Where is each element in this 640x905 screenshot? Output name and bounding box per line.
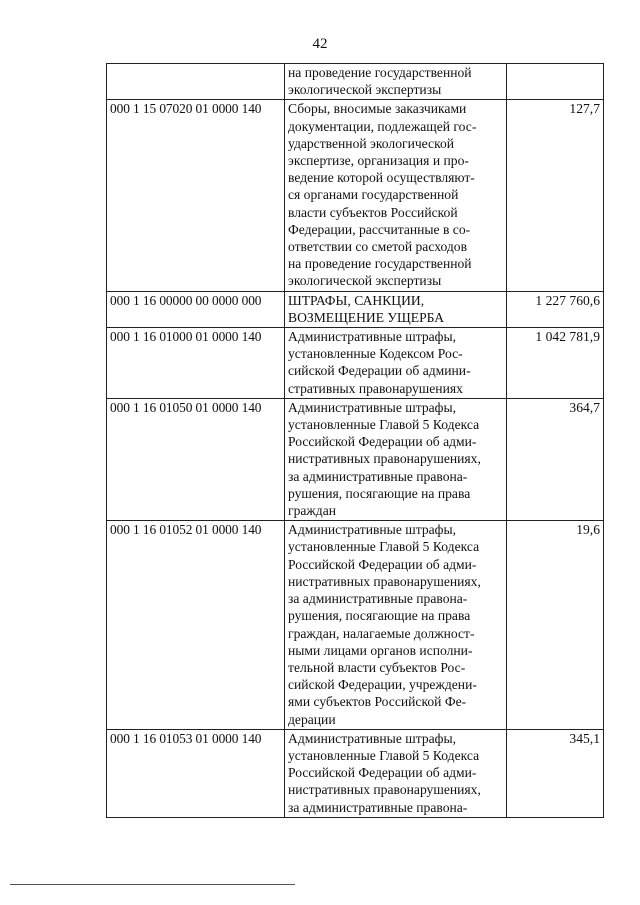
amount-cell: 364,7 [507, 398, 604, 520]
revenue-name-cell: Административные штрафы, установленные Кодексом Рос- сийской Федерации об админи- стративных правонарушениях [285, 328, 507, 399]
table-row [107, 64, 604, 100]
budget-code-cell: 000 1 16 01050 01 0000 140 [107, 398, 285, 520]
revenue-name-cell: Сборы, вносимые заказчиками документации, подлежащей гос- ударственной экологической экспертизе, организация и про- ведение которой осуществляют- ся органами государственной власти субъектов Российской Федерации, рассчитанные в со- ответствии со сметой расходов на проведение государственной экологической экспертизы [285, 100, 507, 291]
amount-cell: 1 042 781,9 [507, 328, 604, 399]
amount-cell: 127,7 [507, 100, 604, 291]
amount-cell: 19,6 [507, 521, 604, 729]
table-row [107, 328, 604, 399]
budget-code-cell: 000 1 15 07020 01 0000 140 [107, 100, 285, 291]
amount-cell: 345,1 [507, 729, 604, 817]
table-row [107, 100, 604, 291]
revenue-name-cell: на проведение государственной экологической экспертизы [285, 64, 507, 100]
page-number: 42 [312, 36, 328, 52]
revenue-name-cell: ШТРАФЫ, САНКЦИИ, ВОЗМЕЩЕНИЕ УЩЕРБА [285, 291, 507, 327]
table-row [107, 398, 604, 520]
page-bottom-rule [10, 884, 295, 885]
budget-code-cell: 000 1 16 01052 01 0000 140 [107, 521, 285, 729]
amount-cell [507, 64, 604, 100]
budget-code-cell: 000 1 16 00000 00 0000 000 [107, 291, 285, 327]
table-row [107, 729, 604, 817]
budget-revenue-table [106, 63, 604, 818]
budget-code-cell: 000 1 16 01000 01 0000 140 [107, 328, 285, 399]
revenue-name-cell: Административные штрафы, установленные Главой 5 Кодекса Российской Федерации об адми- нистративных правонарушениях, за административные правона- [285, 729, 507, 817]
revenue-name-cell: Административные штрафы, установленные Главой 5 Кодекса Российской Федерации об адми- нистративных правонарушениях, за административные правона- рушения, посягающие на права граждан, налагаемые должност- ными лицами органов исполни- тельной власти субъектов Рос- сийской Федерации, учреждени- ями субъектов Российской Фе- дерации [285, 521, 507, 729]
revenue-name-cell: Административные штрафы, установленные Главой 5 Кодекса Российской Федерации об адми- нистративных правонарушениях, за административные правона- рушения, посягающие на права граждан [285, 398, 507, 520]
budget-code-cell: 000 1 16 01053 01 0000 140 [107, 729, 285, 817]
budget-code-cell [107, 64, 285, 100]
amount-cell: 1 227 760,6 [507, 291, 604, 327]
table-row [107, 521, 604, 729]
table-row [107, 291, 604, 327]
